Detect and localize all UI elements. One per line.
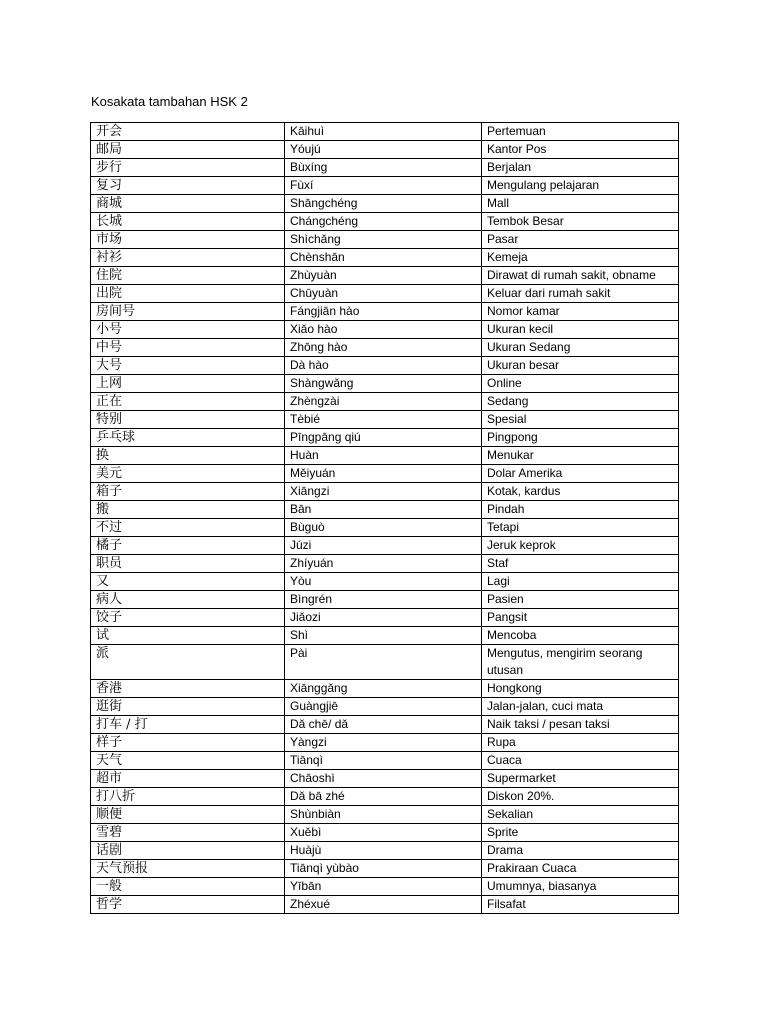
pinyin-cell: Shàngwǎng (285, 375, 482, 393)
pinyin-cell: Měiyuán (285, 465, 482, 483)
meaning-cell: Lagi (482, 573, 679, 591)
table-row (91, 806, 679, 824)
table-row (91, 878, 679, 896)
table-row (91, 591, 679, 609)
table-row (91, 501, 679, 519)
meaning-cell: Online (482, 375, 679, 393)
hanzi-cell: 市场 (91, 231, 285, 249)
hanzi-cell: 超市 (91, 770, 285, 788)
meaning-cell: Tetapi (482, 519, 679, 537)
hanzi-cell: 逛街 (91, 698, 285, 716)
pinyin-cell: Tèbié (285, 411, 482, 429)
hanzi-cell: 哲学 (91, 896, 285, 914)
pinyin-cell: Bìngrén (285, 591, 482, 609)
meaning-cell: Naik taksi / pesan taksi (482, 716, 679, 734)
meaning-cell: Pertemuan (482, 123, 679, 141)
pinyin-cell: Bùguò (285, 519, 482, 537)
pinyin-cell: Tiānqì (285, 752, 482, 770)
meaning-cell: Mall (482, 195, 679, 213)
table-row (91, 734, 679, 752)
hanzi-cell: 出院 (91, 285, 285, 303)
pinyin-cell: Chènshān (285, 249, 482, 267)
meaning-cell: Jalan-jalan, cuci mata (482, 698, 679, 716)
meaning-cell: Staf (482, 555, 679, 573)
hanzi-cell: 美元 (91, 465, 285, 483)
meaning-cell: Sekalian (482, 806, 679, 824)
pinyin-cell: Pīngpāng qiú (285, 429, 482, 447)
table-row (91, 123, 679, 141)
meaning-cell: Ukuran kecil (482, 321, 679, 339)
table-row (91, 555, 679, 573)
table-row (91, 788, 679, 806)
meaning-cell: Tembok Besar (482, 213, 679, 231)
table-row (91, 159, 679, 177)
pinyin-cell: Huàn (285, 447, 482, 465)
meaning-cell: Umumnya, biasanya (482, 878, 679, 896)
pinyin-cell: Huàjù (285, 842, 482, 860)
hanzi-cell: 香港 (91, 680, 285, 698)
meaning-cell: Hongkong (482, 680, 679, 698)
meaning-cell: Kemeja (482, 249, 679, 267)
pinyin-cell: Zhèngzài (285, 393, 482, 411)
meaning-cell: Mengulang pelajaran (482, 177, 679, 195)
hanzi-cell: 正在 (91, 393, 285, 411)
hanzi-cell: 小号 (91, 321, 285, 339)
hanzi-cell: 职员 (91, 555, 285, 573)
table-row (91, 375, 679, 393)
hanzi-cell: 大号 (91, 357, 285, 375)
hanzi-cell: 复习 (91, 177, 285, 195)
hanzi-cell: 样子 (91, 734, 285, 752)
vocabulary-table-body (91, 123, 679, 914)
pinyin-cell: Dà hào (285, 357, 482, 375)
hanzi-cell: 住院 (91, 267, 285, 285)
table-row (91, 195, 679, 213)
hanzi-cell: 打车 / 打 (91, 716, 285, 734)
pinyin-cell: Xiǎo hào (285, 321, 482, 339)
pinyin-cell: Júzi (285, 537, 482, 555)
table-row (91, 141, 679, 159)
table-row (91, 573, 679, 591)
table-row (91, 860, 679, 878)
meaning-cell: Sprite (482, 824, 679, 842)
meaning-cell: Rupa (482, 734, 679, 752)
table-row (91, 285, 679, 303)
meaning-cell: Jeruk keprok (482, 537, 679, 555)
table-row (91, 411, 679, 429)
hanzi-cell: 顺便 (91, 806, 285, 824)
table-row (91, 770, 679, 788)
meaning-cell: Kantor Pos (482, 141, 679, 159)
meaning-cell: Nomor kamar (482, 303, 679, 321)
meaning-cell: Berjalan (482, 159, 679, 177)
table-row (91, 321, 679, 339)
hanzi-cell: 派 (91, 645, 285, 680)
pinyin-cell: Zhéxué (285, 896, 482, 914)
meaning-cell: Dolar Amerika (482, 465, 679, 483)
table-row (91, 339, 679, 357)
pinyin-cell: Shāngchéng (285, 195, 482, 213)
table-row (91, 465, 679, 483)
hanzi-cell: 换 (91, 447, 285, 465)
pinyin-cell: Chāoshì (285, 770, 482, 788)
meaning-cell: Filsafat (482, 896, 679, 914)
pinyin-cell: Yóujú (285, 141, 482, 159)
meaning-cell: Pasien (482, 591, 679, 609)
pinyin-cell: Chūyuàn (285, 285, 482, 303)
hanzi-cell: 雪碧 (91, 824, 285, 842)
meaning-cell: Spesial (482, 411, 679, 429)
table-row (91, 537, 679, 555)
pinyin-cell: Pài (285, 645, 482, 680)
pinyin-cell: Guàngjiē (285, 698, 482, 716)
hanzi-cell: 上网 (91, 375, 285, 393)
meaning-cell: Pangsit (482, 609, 679, 627)
meaning-cell: Menukar (482, 447, 679, 465)
hanzi-cell: 一般 (91, 878, 285, 896)
hanzi-cell: 橘子 (91, 537, 285, 555)
pinyin-cell: Shùnbiàn (285, 806, 482, 824)
table-row (91, 303, 679, 321)
meaning-cell: Cuaca (482, 752, 679, 770)
hanzi-cell: 话剧 (91, 842, 285, 860)
pinyin-cell: Fángjiān hào (285, 303, 482, 321)
pinyin-cell: Fùxí (285, 177, 482, 195)
meaning-cell: Pingpong (482, 429, 679, 447)
pinyin-cell: Dǎ chē/ dǎ (285, 716, 482, 734)
meaning-cell: Ukuran Sedang (482, 339, 679, 357)
table-row (91, 393, 679, 411)
table-row (91, 267, 679, 285)
hanzi-cell: 又 (91, 573, 285, 591)
pinyin-cell: Bān (285, 501, 482, 519)
meaning-cell: Supermarket (482, 770, 679, 788)
table-row (91, 627, 679, 645)
pinyin-cell: Xiānggǎng (285, 680, 482, 698)
pinyin-cell: Shìchǎng (285, 231, 482, 249)
vocabulary-table (90, 122, 679, 914)
table-row (91, 231, 679, 249)
table-row (91, 824, 679, 842)
hanzi-cell: 房间号 (91, 303, 285, 321)
pinyin-cell: Chángchéng (285, 213, 482, 231)
hanzi-cell: 邮局 (91, 141, 285, 159)
meaning-cell: Prakiraan Cuaca (482, 860, 679, 878)
meaning-cell: Diskon 20%. (482, 788, 679, 806)
pinyin-cell: Jiǎozi (285, 609, 482, 627)
pinyin-cell: Zhùyuàn (285, 267, 482, 285)
hanzi-cell: 试 (91, 627, 285, 645)
pinyin-cell: Yībān (285, 878, 482, 896)
document-title: Kosakata tambahan HSK 2 (91, 94, 248, 109)
meaning-cell: Drama (482, 842, 679, 860)
table-row (91, 357, 679, 375)
pinyin-cell: Yàngzi (285, 734, 482, 752)
table-row (91, 519, 679, 537)
meaning-cell: Mencoba (482, 627, 679, 645)
table-row (91, 483, 679, 501)
hanzi-cell: 特别 (91, 411, 285, 429)
pinyin-cell: Bùxíng (285, 159, 482, 177)
hanzi-cell: 搬 (91, 501, 285, 519)
pinyin-cell: Xiāngzi (285, 483, 482, 501)
pinyin-cell: Yòu (285, 573, 482, 591)
table-row (91, 645, 679, 680)
hanzi-cell: 天气 (91, 752, 285, 770)
hanzi-cell: 步行 (91, 159, 285, 177)
meaning-cell: Pasar (482, 231, 679, 249)
hanzi-cell: 饺子 (91, 609, 285, 627)
table-row (91, 177, 679, 195)
hanzi-cell: 打八折 (91, 788, 285, 806)
pinyin-cell: Shì (285, 627, 482, 645)
table-row (91, 680, 679, 698)
meaning-cell: Sedang (482, 393, 679, 411)
table-row (91, 896, 679, 914)
hanzi-cell: 长城 (91, 213, 285, 231)
meaning-cell: Dirawat di rumah sakit, obname (482, 267, 679, 285)
hanzi-cell: 中号 (91, 339, 285, 357)
hanzi-cell: 开会 (91, 123, 285, 141)
meaning-cell: Mengutus, mengirim seorang utusan (482, 645, 679, 680)
table-row (91, 213, 679, 231)
table-row (91, 752, 679, 770)
hanzi-cell: 天气预报 (91, 860, 285, 878)
table-row (91, 842, 679, 860)
pinyin-cell: Xuěbì (285, 824, 482, 842)
hanzi-cell: 病人 (91, 591, 285, 609)
pinyin-cell: Zhíyuán (285, 555, 482, 573)
meaning-cell: Pindah (482, 501, 679, 519)
table-row (91, 447, 679, 465)
table-row (91, 429, 679, 447)
hanzi-cell: 箱子 (91, 483, 285, 501)
pinyin-cell: Kāihuì (285, 123, 482, 141)
hanzi-cell: 衬衫 (91, 249, 285, 267)
table-row (91, 609, 679, 627)
hanzi-cell: 商城 (91, 195, 285, 213)
table-row (91, 698, 679, 716)
hanzi-cell: 不过 (91, 519, 285, 537)
pinyin-cell: Zhōng hào (285, 339, 482, 357)
table-row (91, 716, 679, 734)
table-row (91, 249, 679, 267)
meaning-cell: Kotak, kardus (482, 483, 679, 501)
pinyin-cell: Dǎ bā zhé (285, 788, 482, 806)
hanzi-cell: 乒乓球 (91, 429, 285, 447)
meaning-cell: Keluar dari rumah sakit (482, 285, 679, 303)
meaning-cell: Ukuran besar (482, 357, 679, 375)
pinyin-cell: Tiānqì yùbào (285, 860, 482, 878)
